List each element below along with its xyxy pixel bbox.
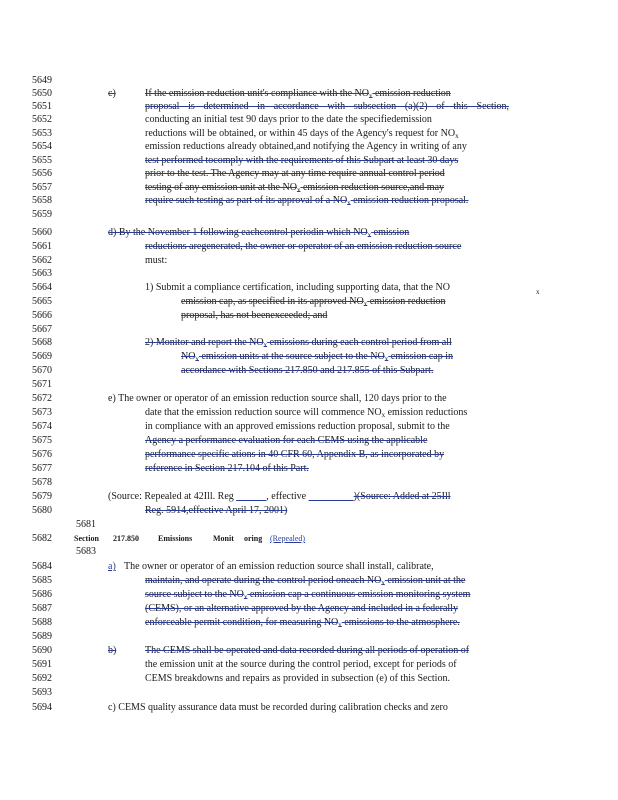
line-number: 5652 xyxy=(32,114,52,125)
section-title: Emissions xyxy=(158,534,193,543)
line-number: 5661 xyxy=(32,241,52,252)
line-number: 5687 xyxy=(32,603,52,614)
text-line: conducting an initial test 90 days prior to the date the specifiedemission xyxy=(145,114,432,125)
text-line: reference in Section 217.104 of this Part. xyxy=(145,463,309,474)
text-line: performance specific ations in 40 CFR 60, Appendix B, as incorporated by xyxy=(145,449,445,460)
text-line: The CEMS shall be operated and data recorded during all periods of operation of xyxy=(145,645,470,656)
subsection-label: b) xyxy=(108,645,117,656)
text-line: (CEMS), or an alternative approved by the Agency and included in a federally xyxy=(145,603,458,614)
text-line: test performed tocomply with the requirements of this Subpart at least 30 days xyxy=(145,155,459,166)
text-line: must: xyxy=(145,255,168,266)
section-title: oring xyxy=(244,534,263,543)
line-number: 5660 xyxy=(32,227,52,238)
text-line: proposal is determined in accordance with subsection (a)(2) of this Section, xyxy=(145,101,509,112)
line-number: 5655 xyxy=(32,155,52,166)
line-number: 5665 xyxy=(32,296,52,307)
line-number: 5650 xyxy=(32,88,52,99)
text-line: Reg. 5914,effective April 17, 2001) xyxy=(145,505,288,516)
section-word: Section xyxy=(74,534,99,543)
text-line: emission reductions already obtained,and notifying the Agency in writing of any xyxy=(145,141,467,152)
line-number: 5670 xyxy=(32,365,52,376)
text-line: $NO_x$ emission units at the source subject to the $NO_x$ emission cap in xyxy=(181,351,453,363)
line-number: 5677 xyxy=(32,463,52,474)
line-number: 5693 xyxy=(32,687,52,698)
line-number: 5659 xyxy=(32,209,52,220)
text-line: If the emission reduction unit's compliance with the $NO_x$ emission reduction xyxy=(145,88,451,100)
line-number: 5679 xyxy=(32,491,52,502)
text-line: CEMS breakdowns and repairs as provided in subsection (e) of this Section. xyxy=(145,673,450,684)
line-number: 5690 xyxy=(32,645,52,656)
text-line: in compliance with an approved emissions reduction proposal, submit to the xyxy=(145,421,450,432)
line-number: 5668 xyxy=(32,337,52,348)
text-line: source subject to the $NO_x$ emission cap a continuous emission monitoring system xyxy=(145,589,471,601)
line-number: 5681 xyxy=(76,519,96,530)
line-number: 5689 xyxy=(32,631,52,642)
text-line: proposal, has not beenexceeded; and xyxy=(181,310,328,321)
line-number: 5654 xyxy=(32,141,52,152)
line-number: 5694 xyxy=(32,702,52,713)
line-number: 5685 xyxy=(32,575,52,586)
text-line: 1) Submit a compliance certification, including supporting data, that the NO xyxy=(145,282,450,293)
text-line: maintain, and operate during the control period oneach $NO_x$ emission unit at the xyxy=(145,575,466,587)
text-line: date that the emission reduction source will commence $NO_x$ emission reductions xyxy=(145,407,468,419)
subsection-label: a) xyxy=(108,561,116,572)
line-number: 5658 xyxy=(32,195,52,206)
text-line: emission cap, as specified in its approved $NO_x$ emission reduction xyxy=(181,296,446,308)
line-number: 5656 xyxy=(32,168,52,179)
line-number: 5666 xyxy=(32,310,52,321)
line-number: 5651 xyxy=(32,101,52,112)
text-line: require such testing as part of its approval of a $NO_x$ emission reduction proposal. xyxy=(145,195,469,207)
line-number: 5680 xyxy=(32,505,52,516)
text-line: The owner or operator of an emission reduction source shall install, calibrate, xyxy=(124,561,434,572)
line-number: 5662 xyxy=(32,255,52,266)
line-number: 5653 xyxy=(32,128,52,139)
text-line: enforceable permit condition, for measuring $NO_x$ emissions to the atmosphere. xyxy=(145,617,460,629)
section-number: 217.850 xyxy=(113,534,139,543)
repealed-tag: (Repealed) xyxy=(270,534,306,543)
subsection-label: c) xyxy=(108,88,116,99)
text-line: c) CEMS quality assurance data must be recorded during calibration checks and zero xyxy=(108,702,448,713)
text-line: e) The owner or operator of an emission reduction source shall, 120 days prior to the xyxy=(108,393,447,404)
line-number: 5673 xyxy=(32,407,52,418)
text-line: prior to the test. The Agency may at any time require annual control period xyxy=(145,168,445,179)
line-number: 5657 xyxy=(32,182,52,193)
line-number: 5691 xyxy=(32,659,52,670)
text-line: the emission unit at the source during the control period, except for periods of xyxy=(145,659,457,670)
line-number: 5672 xyxy=(32,393,52,404)
line-number: 5676 xyxy=(32,449,52,460)
line-number: 5692 xyxy=(32,673,52,684)
text-line: reductions will be obtained, or within 45 days of the Agency's request for $NO_x$ xyxy=(145,128,459,140)
subscript: x xyxy=(536,288,540,296)
text-line: reductions aregenerated, the owner or operator of an emission reduction source xyxy=(145,241,462,252)
text-line: accordance with Sections 217.850 and 217.855 of this Subpart. xyxy=(181,365,434,376)
text-line: testing of any emission unit at the $NO_x$ emission reduction source,and may xyxy=(145,182,445,194)
text-line: d) By the November 1 following eachcontrol periodin which $NO_x$ emission xyxy=(108,227,410,239)
section-title: Monit xyxy=(213,534,234,543)
line-number: 5663 xyxy=(32,268,52,279)
line-number: 5688 xyxy=(32,617,52,628)
line-number: 5671 xyxy=(32,379,52,390)
line-number: 5664 xyxy=(32,282,52,293)
line-number: 5684 xyxy=(32,561,52,572)
text-line: 2) Monitor and report the $NO_x$ emissions during each control period from all xyxy=(145,337,452,349)
line-number: 5678 xyxy=(32,477,52,488)
line-number: 5683 xyxy=(76,546,96,557)
line-number: 5682 xyxy=(32,533,52,544)
line-number: 5649 xyxy=(32,75,52,86)
line-number: 5674 xyxy=(32,421,52,432)
line-number: 5667 xyxy=(32,324,52,335)
line-number: 5686 xyxy=(32,589,52,600)
text-line: Agency a performance evaluation for each CEMS using the applicable xyxy=(145,435,428,446)
text-line: (Source: Repealed at 42Ill. Reg ______, effective _________)(Source: Added at 25Ill xyxy=(108,491,451,502)
line-number: 5675 xyxy=(32,435,52,446)
line-number: 5669 xyxy=(32,351,52,362)
